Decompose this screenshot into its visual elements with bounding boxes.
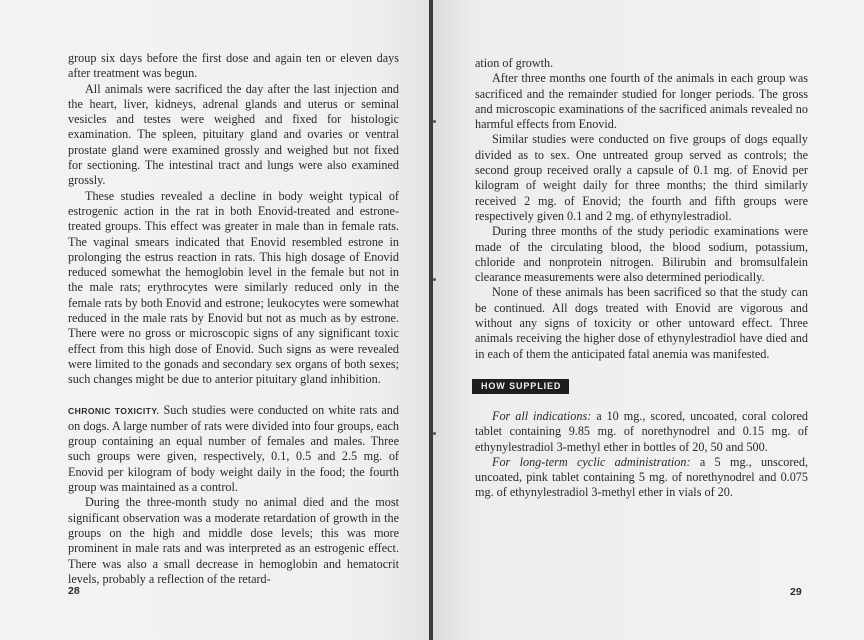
chronic-toxicity-paragraph xyxy=(68,403,399,496)
supply-text: a 5 mg., unscored, uncoated, pink tablet containing 5 mg. of norethynodrel and 0.075 mg. of ethynylestradiol 3-methyl ether in vials of 20. xyxy=(475,454,808,500)
margin-mark xyxy=(433,120,436,123)
paragraph: During the three-month study no animal died and the most significant observation was a moderate retardation of growth in the groups on the high and middle dose levels; this was more prominent in male rats and was interpreted as an estrogenic effect. There was also a small decrease in hemoglobin and hematocrit levels, probably a reflection of the retard- xyxy=(68,495,399,586)
supply-label: For all indications: xyxy=(492,408,592,423)
paragraph: During three months of the study periodic examinations were made of the circulating blood, the blood sodium, potassium, chloride and nonprotein nitrogen. Bilirubin and bromsulfalein clearance measurements were also determined periodically. xyxy=(475,224,808,285)
paragraph: ation of growth. xyxy=(475,56,554,70)
supply-paragraph xyxy=(475,409,808,455)
chronic-toxicity-text: Such studies were conducted on white rats and on dogs. A large number of rats were divided into four groups, each group containing an equal number of females and males. Three such groups were given, respectively, 0.1, 0.5 and 2.5 mg. of Enovid per kilogram of body weight daily in the food; the fourth group was maintained as a control. xyxy=(68,402,399,495)
margin-mark xyxy=(433,432,436,435)
paragraph: These studies revealed a decline in body weight typical of estrogenic action in the rat in both Enovid-treated and estrone-treated groups. This effect was greater in male than in female rats. The vaginal smears indicated that Enovid resembled estrone in prolonging the estrus reaction in rats. This high dosage of Enovid reduced somewhat the hemoglobin level in the female but not in the male rats; erythrocytes were similarly reduced only in the female rats by both Enovid and estrone; leukocytes were somewhat reduced in the male rats by Enovid but not as much as by estrone. There were no gross or microscopic signs of any significant toxic effect from this high dose of Enovid. Such signs as were revealed were limited to the gonads and secondary sex organs of both sexes; such changes might be due to anterior pituitary gland inhibition. xyxy=(68,188,399,387)
margin-mark xyxy=(433,278,436,281)
page-number-left: 28 xyxy=(68,585,80,597)
supply-paragraph xyxy=(475,455,808,501)
paragraph: None of these animals has been sacrificed so that the study can be continued. All dogs treated with Enovid are vigorous and without any signs of toxicity or other untoward effect. Three animals receiving the higher dose of ethynylestradiol have died and in each of them the anticipated fatal anemia was manifested. xyxy=(475,285,808,361)
paragraph: group six days before the first dose and again ten or eleven days after treatment was begun. xyxy=(68,51,399,81)
how-supplied-heading: HOW SUPPLIED xyxy=(472,379,569,394)
paragraph: Similar studies were conducted on five groups of dogs equally divided as to sex. One untreated group served as controls; the second group received orally a capsule of 0.1 mg. of Enovid per kilogram of weight daily for three months; the third similarly received 2 mg. of Enovid; the fourth and fifth groups were respectively given 0.1 and 2 mg. of ethynylestradiol. xyxy=(475,132,808,223)
supply-text: a 10 mg., scored, uncoated, coral colored tablet containing 9.85 mg. of norethynodrel and 0.15 mg. of ethynylestradiol 3-methyl ether in bottles of 20, 50 and 500. xyxy=(475,408,808,454)
right-text-column xyxy=(475,56,808,501)
paragraph: All animals were sacrificed the day after the last injection and the heart, liver, kidneys, adrenal glands and uterus or seminal vesicles and testes were weighed and fixed for histologic examination. The spleen, pituitary gland and ovaries or ventral prostate gland were examined grossly and weighed but not fixed for sectioning. The intestinal tract and lungs were also examined grossly. xyxy=(68,81,399,188)
page-number-right: 29 xyxy=(790,586,802,598)
supply-label: For long-term cyclic administration: xyxy=(492,454,691,469)
left-text-column xyxy=(68,51,399,587)
right-page xyxy=(433,0,864,640)
left-page xyxy=(0,0,429,640)
paragraph: After three months one fourth of the animals in each group was sacrificed and the remainder studied for longer periods. The gross and microscopic examinations of the sacrificed animals revealed no harmful effects from Enovid. xyxy=(475,71,808,132)
chronic-toxicity-heading: CHRONIC TOXICITY. xyxy=(68,405,160,416)
